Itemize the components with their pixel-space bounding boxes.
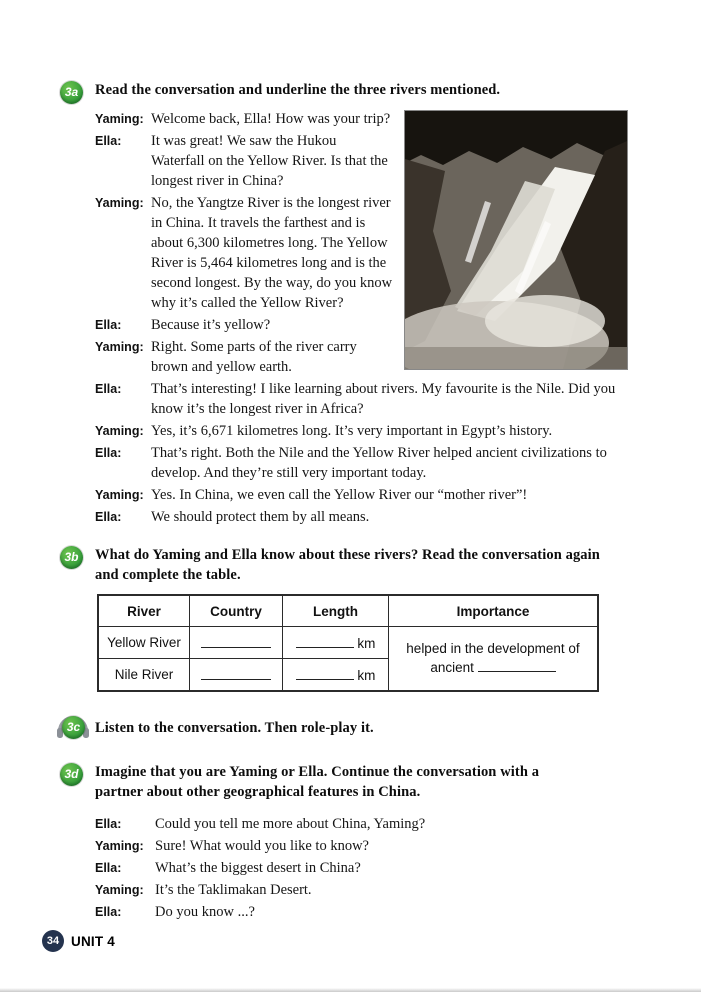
page-content <box>60 80 627 940</box>
speaker-label: Yaming: <box>95 196 144 210</box>
fill-in-blank <box>296 666 354 680</box>
dialog-line <box>95 836 627 856</box>
audio-badge <box>60 714 93 742</box>
fill-in-blank <box>296 634 354 648</box>
column-header-importance: Importance <box>389 595 599 627</box>
conversation-3d <box>95 814 627 922</box>
table-row <box>98 627 598 659</box>
badge-3a: 3a <box>60 81 83 104</box>
dialog-text: That’s right. Both the Nile and the Yellow River helped ancient civilizations to develop. And they’re still very important today. <box>151 445 607 481</box>
speaker-label: Ella: <box>95 382 122 396</box>
dialog-text: It was great! We saw the Hukou Waterfall on the Yellow River. Is that the longest river in China? <box>151 133 388 189</box>
section-3a <box>60 80 627 529</box>
speaker-label: Ella: <box>95 817 122 831</box>
speaker-label: Yaming: <box>95 112 144 126</box>
column-header-length: Length <box>283 595 389 627</box>
speaker-label: Ella: <box>95 510 122 524</box>
speaker-label: Yaming: <box>95 839 144 853</box>
section-3b-title: What do Yaming and Ella know about these rivers? Read the conversation again and complete the table. <box>95 547 600 583</box>
dialog-line <box>95 485 627 505</box>
fill-in-blank <box>201 634 271 648</box>
hukou-waterfall-photo <box>405 111 627 369</box>
speaker-label: Ella: <box>95 134 122 148</box>
dialog-text: Because it’s yellow? <box>151 317 271 333</box>
section-3b <box>60 545 627 692</box>
dialog-text: Could you tell me more about China, Yaming? <box>155 816 426 832</box>
dialog-text: Sure! What would you like to know? <box>155 838 369 854</box>
country-blank-cell <box>190 627 283 659</box>
length-blank-cell <box>283 659 389 692</box>
dialog-text: It’s the Taklimakan Desert. <box>155 882 312 898</box>
speaker-label: Ella: <box>95 318 122 332</box>
dialog-line <box>95 880 627 900</box>
dialog-text: That’s interesting! I like learning about rivers. My favourite is the Nile. Did you know it’s the longest river in Africa? <box>151 381 616 417</box>
dialog-text: What’s the biggest desert in China? <box>155 860 361 876</box>
section-3a-title: Read the conversation and underline the three rivers mentioned. <box>95 82 501 98</box>
conversation-3a <box>95 109 627 529</box>
country-blank-cell <box>190 659 283 692</box>
dialog-line <box>95 902 627 922</box>
page-number-badge: 34 <box>42 930 64 952</box>
dialog-line <box>95 507 627 527</box>
fill-in-blank <box>478 658 556 672</box>
badge-3d: 3d <box>60 763 83 786</box>
dialog-line <box>95 421 627 441</box>
dialog-text: Right. Some parts of the river carry brown and yellow earth. <box>151 339 357 375</box>
speaker-label: Yaming: <box>95 340 144 354</box>
unit-label: UNIT 4 <box>71 933 115 949</box>
importance-cell <box>389 627 599 692</box>
length-unit: km <box>357 668 376 683</box>
length-blank-cell <box>283 627 389 659</box>
badge-3b: 3b <box>60 546 83 569</box>
section-3d-title: Imagine that you are Yaming or Ella. Continue the conversation with a partner about other geographical features in China. <box>95 764 540 800</box>
speaker-label: Yaming: <box>95 883 144 897</box>
dialog-text: Yes, it’s 6,671 kilometres long. It’s very important in Egypt’s history. <box>151 423 553 439</box>
river-name: Yellow River <box>98 627 190 659</box>
river-name: Nile River <box>98 659 190 692</box>
rivers-table <box>97 594 599 692</box>
speaker-label: Yaming: <box>95 424 144 438</box>
section-3c <box>60 714 627 742</box>
length-unit: km <box>357 636 376 651</box>
dialog-text: We should protect them by all means. <box>151 509 370 525</box>
column-header-river: River <box>98 595 190 627</box>
importance-text: helped in the development of ancient <box>406 641 580 675</box>
dialog-text: No, the Yangtze River is the longest river in China. It travels the farthest and is about 6,300 kilometres long. The Yellow River is 5,464 kilometres long and is the second longest. By the way, do you know why it’s called the Yellow River? <box>151 195 393 311</box>
fill-in-blank <box>201 666 271 680</box>
dialog-line <box>95 858 627 878</box>
dialog-text: Yes. In China, we even call the Yellow River our “mother river”! <box>151 487 528 503</box>
page-footer <box>42 930 115 952</box>
dialog-text: Do you know ...? <box>155 904 255 920</box>
dialog-text: Welcome back, Ella! How was your trip? <box>151 111 391 127</box>
table-header-row <box>98 595 598 627</box>
speaker-label: Yaming: <box>95 488 144 502</box>
speaker-label: Ella: <box>95 861 122 875</box>
page-bottom-edge <box>0 988 701 992</box>
dialog-line <box>95 443 627 483</box>
badge-3c: 3c <box>62 716 85 739</box>
dialog-line <box>95 814 627 834</box>
section-3c-title: Listen to the conversation. Then role-play it. <box>95 720 374 736</box>
section-3d <box>60 762 627 924</box>
speaker-label: Ella: <box>95 446 122 460</box>
speaker-label: Ella: <box>95 905 122 919</box>
dialog-line <box>95 379 627 419</box>
column-header-country: Country <box>190 595 283 627</box>
